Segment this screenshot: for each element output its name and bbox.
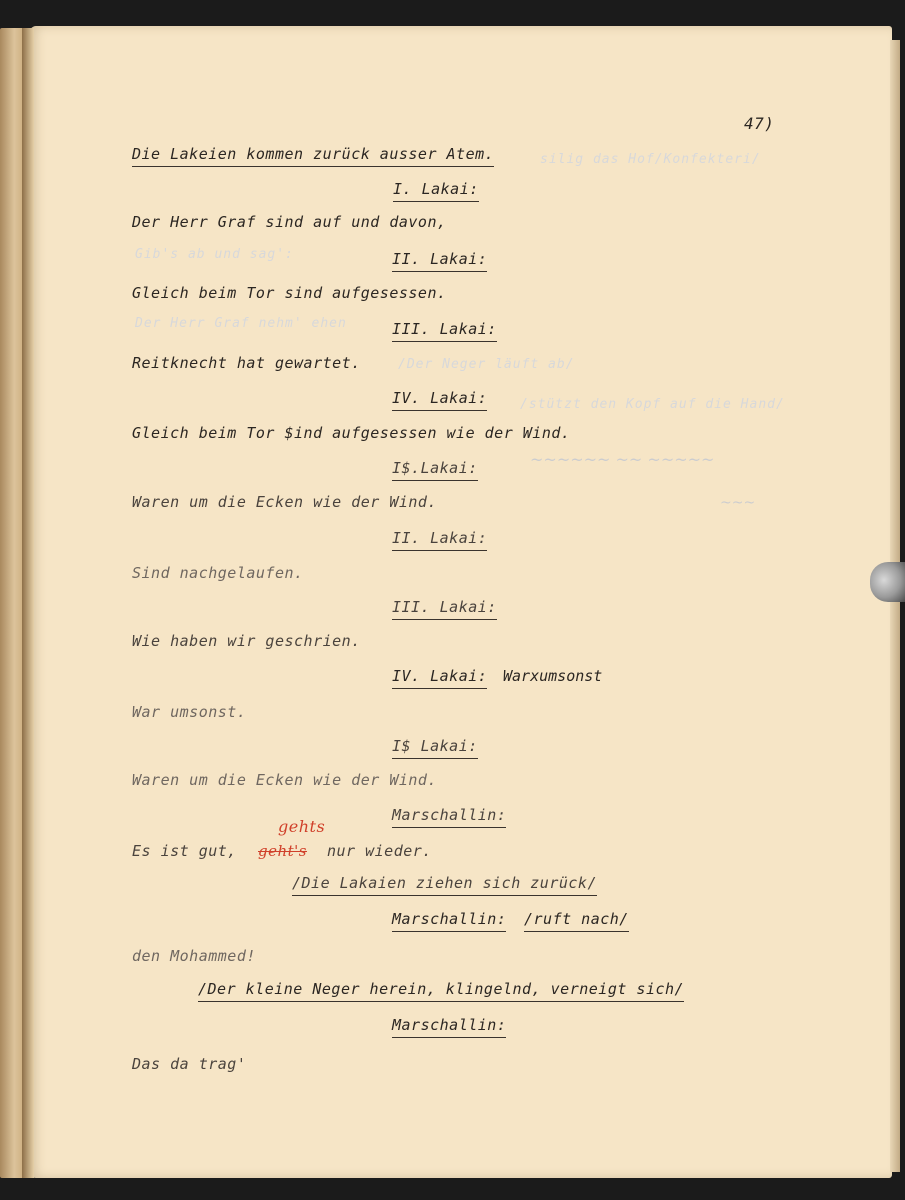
dialogue-line: Sind nachgelaufen. — [132, 564, 304, 582]
handwritten-insertion: gehts — [278, 817, 326, 836]
page-stack-edge — [890, 40, 900, 1172]
stage-direction: /Der kleine Neger herein, klingelnd, verneigt sich/ — [198, 980, 684, 1002]
binder-tab — [870, 562, 905, 602]
stage-direction: /ruft nach/ — [524, 910, 629, 932]
speaker-label: Marschallin: — [392, 1016, 506, 1038]
speaker-label: I$ Lakai: — [392, 737, 478, 759]
stage-direction: /Die Lakaien ziehen sich zurück/ — [292, 874, 597, 896]
speaker-label: Marschallin: — [392, 910, 506, 932]
speaker-label: III. Lakai: — [392, 598, 497, 620]
dialogue-line: War umsonst. — [132, 703, 247, 721]
dialogue-line: Wie haben wir geschrien. — [132, 632, 361, 650]
speaker-label: I. Lakai: — [393, 180, 479, 202]
dialogue-line: Waren um die Ecken wie der Wind. — [132, 493, 437, 511]
dialogue-line: Der Herr Graf sind auf und davon, — [132, 213, 447, 231]
speaker-label: II. Lakai: — [392, 250, 487, 272]
page-number: 47) — [744, 114, 775, 133]
dialogue-line-end: nur wieder. — [327, 842, 432, 860]
speaker-label: Marschallin: — [392, 806, 506, 828]
dialogue-line-start: Es ist gut, — [132, 842, 237, 860]
dialogue-line: Waren um die Ecken wie der Wind. — [132, 771, 437, 789]
showthrough-text: /Der Neger läuft ab/ — [398, 357, 575, 372]
speaker-label: IV. Lakai: — [392, 667, 487, 689]
speaker-label: IV. Lakai: — [392, 389, 487, 411]
speaker-label: III. Lakai: — [392, 320, 497, 342]
showthrough-text: Gib's ab und sag': — [135, 247, 294, 262]
book-gutter — [22, 28, 34, 1178]
dialogue-line: Reitknecht hat gewartet. — [132, 354, 361, 372]
showthrough-scribble: ~~~ — [720, 495, 756, 511]
dialogue-line: den Mohammed! — [132, 947, 256, 965]
dialogue-line: Gleich beim Tor sind aufgesessen. — [132, 284, 447, 302]
struck-text: Warxumsonst — [503, 667, 603, 685]
struck-word: geht's — [258, 842, 307, 860]
showthrough-scribble: ~~~~~~ ~~ ~~~~~ — [530, 450, 715, 469]
stage-direction: Die Lakeien kommen zurück ausser Atem. — [132, 145, 494, 167]
showthrough-text: Der Herr Graf nehm' ehen — [135, 316, 347, 331]
dialogue-line: Gleich beim Tor $ind aufgesessen wie der Wind. — [132, 424, 571, 442]
speaker-label: I$.Lakai: — [392, 459, 478, 481]
speaker-label: II. Lakai: — [392, 529, 487, 551]
showthrough-text: /stützt den Kopf auf die Hand/ — [520, 397, 785, 412]
dialogue-line: Das da trag' — [132, 1055, 247, 1073]
showthrough-text: silig das Hof/Konfekteri/ — [540, 152, 761, 167]
